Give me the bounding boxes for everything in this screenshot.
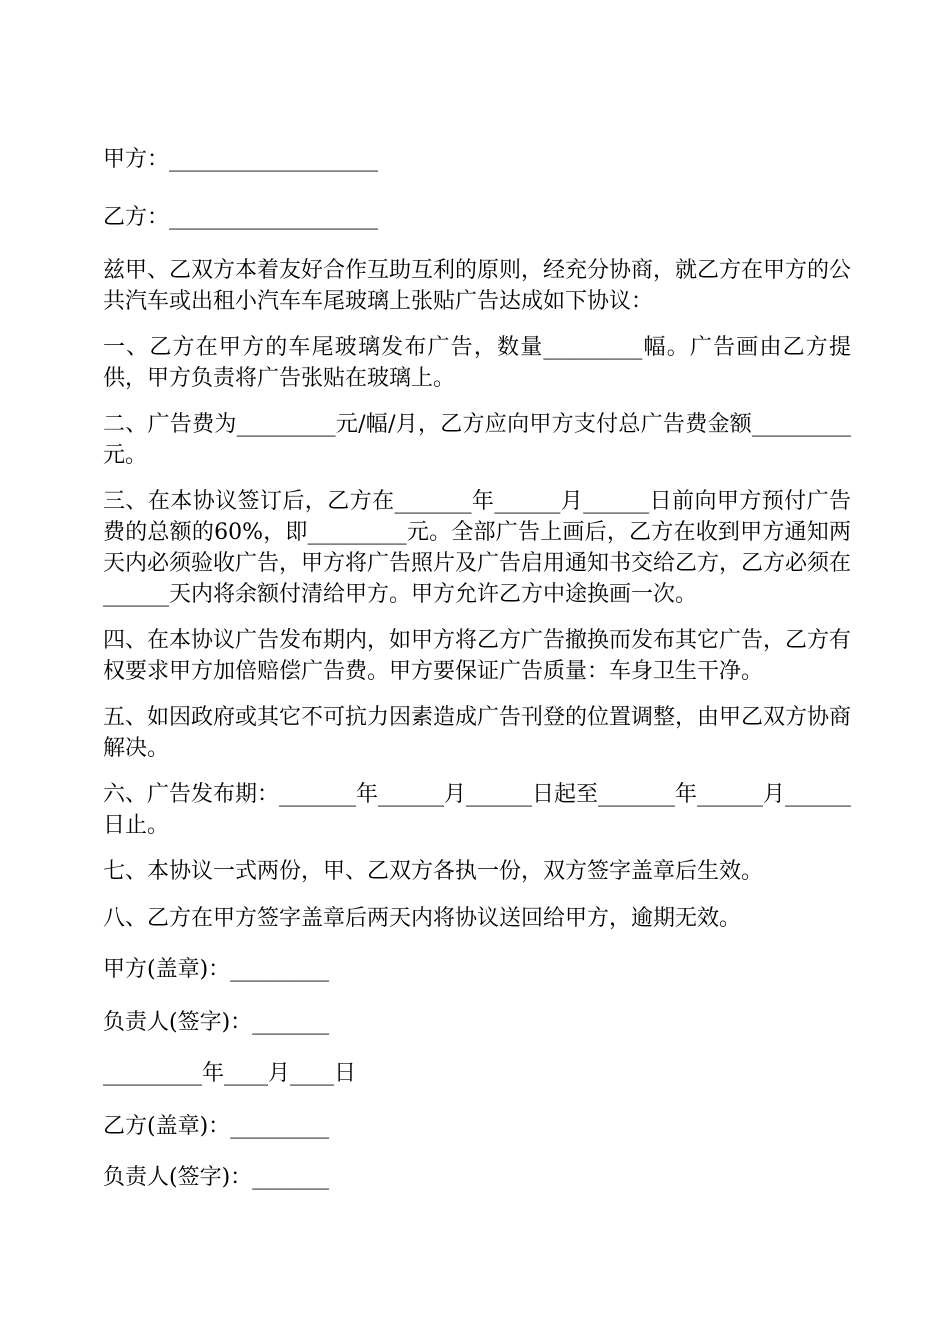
clause-4: 四、在本协议广告发布期内，如甲方将乙方广告撤换而发布其它广告，乙方有权要求甲方加倍赔偿广告费。甲方要保证广告质量：车身卫生干净。	[103, 628, 852, 684]
party-b-line: 乙方：___________________	[103, 205, 379, 230]
party-b-signatory-line: 负责人(签字)：_______	[103, 1165, 330, 1190]
clause-6: 六、广告发布期：_______年______月______日起至_______年______月______日止。	[103, 782, 852, 838]
clause-8: 八、乙方在甲方签字盖章后两天内将协议送回给甲方，逾期无效。	[103, 906, 742, 931]
party-a-line: 甲方：___________________	[103, 147, 379, 172]
contract-document	[103, 144, 851, 1193]
date-line: _________年____月____日	[103, 1061, 357, 1086]
clause-1: 一、乙方在甲方的车尾玻璃发布广告，数量_________幅。广告画由乙方提供，甲方负责将广告张贴在玻璃上。	[103, 335, 851, 391]
clause-3: 三、在本协议签订后，乙方在_______年______月______日前向甲方预付广告费的总额的60%，即_________元。全部广告上画后，乙方在收到甲方通知两天内必须验收广告，甲方将广告照片及广告启用通知书交给乙方，乙方必须在______天内将余额付清给甲方。甲方允许乙方中途换画一次。	[103, 489, 852, 607]
party-b-seal-line: 乙方(盖章)：_________	[103, 1114, 330, 1139]
clause-5: 五、如因政府或其它不可抗力因素造成广告刊登的位置调整，由甲乙双方协商解决。	[103, 705, 852, 761]
clause-2: 二、广告费为_________元/幅/月，乙方应向甲方支付总广告费金额_________元。	[103, 412, 851, 468]
preamble-paragraph: 兹甲、乙双方本着友好合作互助互利的原则，经充分协商，就乙方在甲方的公共汽车或出租小汽车车尾玻璃上张贴广告达成如下协议：	[103, 258, 852, 314]
party-a-signatory-line: 负责人(签字)：_______	[103, 1010, 330, 1035]
clause-7: 七、本协议一式两份，甲、乙双方各执一份，双方签字盖章后生效。	[103, 859, 764, 884]
party-a-seal-line: 甲方(盖章)：_________	[103, 957, 330, 982]
